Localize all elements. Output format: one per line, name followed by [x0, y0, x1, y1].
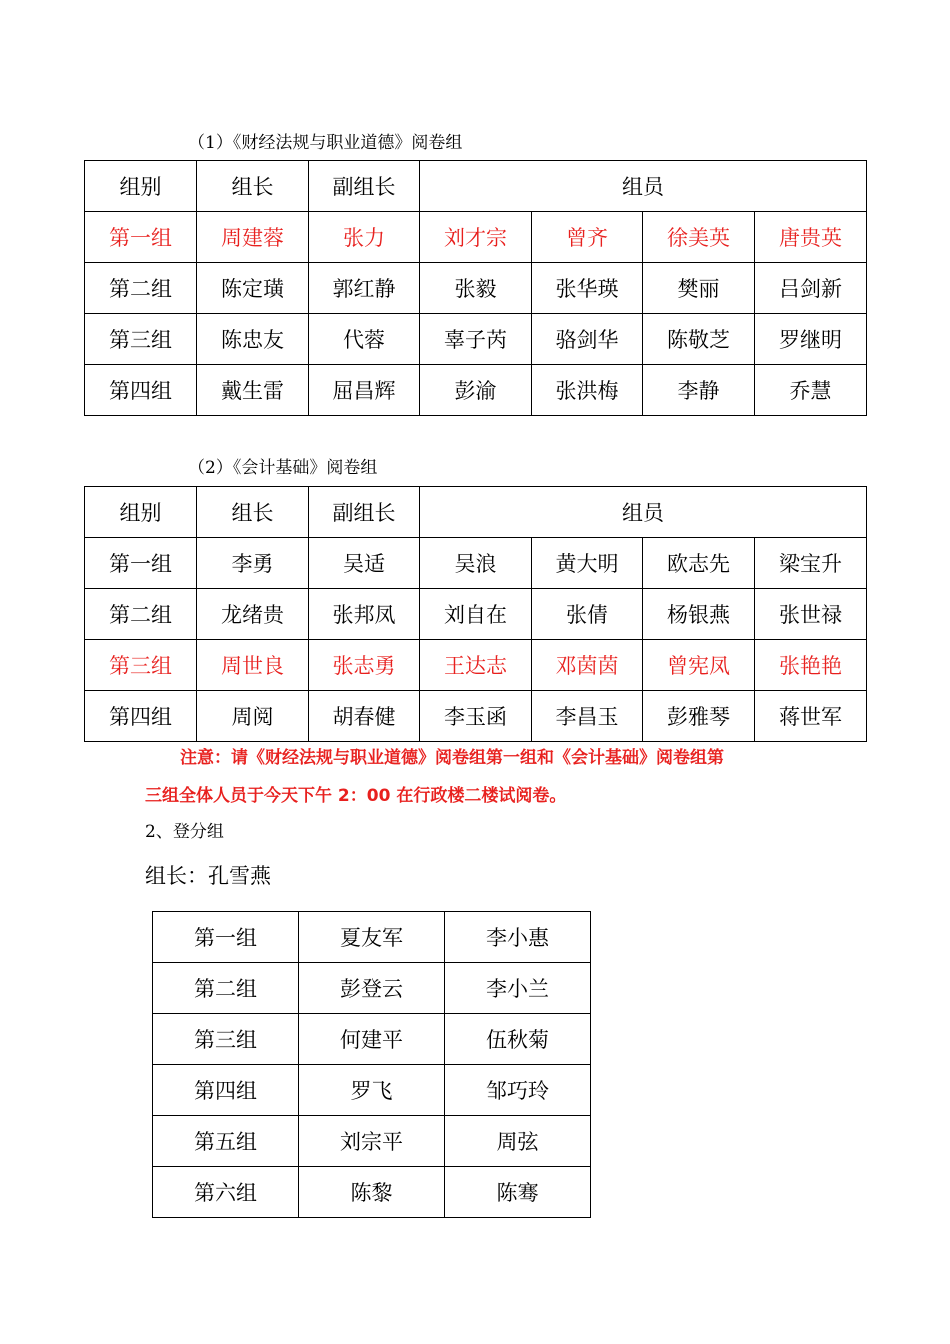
table-cell: 第三组	[85, 314, 197, 365]
table-cell: 周阅	[197, 691, 309, 742]
table-cell: 第一组	[85, 538, 197, 589]
table-cell: 樊丽	[643, 263, 755, 314]
table-cell: 陈敬芝	[643, 314, 755, 365]
table-cell: 吴浪	[420, 538, 532, 589]
table-cell: 罗继明	[755, 314, 867, 365]
table-cell: 胡春健	[309, 691, 420, 742]
table-cell: 陈黎	[299, 1167, 445, 1218]
table-cell: 第二组	[153, 963, 299, 1014]
table-cell: 李玉函	[420, 691, 532, 742]
table-cell: 张邦凤	[309, 589, 420, 640]
table-header-row	[85, 161, 867, 212]
table-cell: 第一组	[85, 212, 197, 263]
table-cell: 龙绪贵	[197, 589, 309, 640]
table-cell: 吕剑新	[755, 263, 867, 314]
table-cell: 刘宗平	[299, 1116, 445, 1167]
table-cell: 陈定璜	[197, 263, 309, 314]
table-cell: 张毅	[420, 263, 532, 314]
table-cell: 邓茵茵	[532, 640, 643, 691]
table-row	[85, 365, 867, 416]
table-cell: 第三组	[153, 1014, 299, 1065]
scoring-leader: 组长：孔雪燕	[145, 864, 271, 888]
table-cell: 屈昌辉	[309, 365, 420, 416]
table-cell: 张力	[309, 212, 420, 263]
table-cell: 李静	[643, 365, 755, 416]
table-cell: 张倩	[532, 589, 643, 640]
table-cell: 罗飞	[299, 1065, 445, 1116]
table-cell: 李小兰	[445, 963, 591, 1014]
table-row	[85, 212, 867, 263]
table-cell: 曾宪凤	[643, 640, 755, 691]
table-cell: 周建蓉	[197, 212, 309, 263]
header-leader: 组长	[197, 161, 309, 212]
table-cell: 李勇	[197, 538, 309, 589]
table-cell: 第二组	[85, 263, 197, 314]
scoring-group-table	[152, 911, 591, 1218]
table-cell: 彭登云	[299, 963, 445, 1014]
table-cell: 第五组	[153, 1116, 299, 1167]
table-cell: 陈骞	[445, 1167, 591, 1218]
table-cell: 乔慧	[755, 365, 867, 416]
table-cell: 张华瑛	[532, 263, 643, 314]
table-cell: 张洪梅	[532, 365, 643, 416]
table-cell: 吴适	[309, 538, 420, 589]
table-row	[85, 640, 867, 691]
table-cell: 梁宝升	[755, 538, 867, 589]
table-row	[85, 263, 867, 314]
table-cell: 张艳艳	[755, 640, 867, 691]
table-cell: 周世良	[197, 640, 309, 691]
table-row	[153, 912, 591, 963]
table-row	[85, 589, 867, 640]
notice-line-1: 注意：请《财经法规与职业道德》阅卷组第一组和《会计基础》阅卷组第	[180, 748, 724, 768]
table-row	[153, 1014, 591, 1065]
table-cell: 李小惠	[445, 912, 591, 963]
table-row	[153, 963, 591, 1014]
table-cell: 杨银燕	[643, 589, 755, 640]
table-cell: 第四组	[85, 365, 197, 416]
table-cell: 邹巧玲	[445, 1065, 591, 1116]
table-cell: 彭渝	[420, 365, 532, 416]
table-cell: 刘自在	[420, 589, 532, 640]
table-cell: 骆剑华	[532, 314, 643, 365]
table-cell: 欧志先	[643, 538, 755, 589]
header-leader: 组长	[197, 487, 309, 538]
header-group: 组别	[85, 487, 197, 538]
table-cell: 代蓉	[309, 314, 420, 365]
table-cell: 黄大明	[532, 538, 643, 589]
table-cell: 徐美英	[643, 212, 755, 263]
table-cell: 第四组	[85, 691, 197, 742]
header-members: 组员	[420, 487, 867, 538]
table-cell: 曾齐	[532, 212, 643, 263]
scoring-section-title: 2、登分组	[145, 822, 224, 842]
exam-group-table-regulations	[84, 160, 867, 416]
table1-title: （1）《财经法规与职业道德》阅卷组	[188, 133, 463, 153]
table-cell: 第二组	[85, 589, 197, 640]
table-row	[85, 538, 867, 589]
header-group: 组别	[85, 161, 197, 212]
table-row	[153, 1167, 591, 1218]
notice-line-2: 三组全体人员于今天下午 2：00 在行政楼二楼试阅卷。	[145, 786, 567, 806]
table-row	[85, 691, 867, 742]
table-cell: 李昌玉	[532, 691, 643, 742]
header-members: 组员	[420, 161, 867, 212]
table-cell: 第一组	[153, 912, 299, 963]
table-row	[85, 314, 867, 365]
table-cell: 第六组	[153, 1167, 299, 1218]
table-cell: 辜子芮	[420, 314, 532, 365]
table-cell: 第四组	[153, 1065, 299, 1116]
table-cell: 刘才宗	[420, 212, 532, 263]
table-row	[153, 1116, 591, 1167]
exam-group-table-accounting	[84, 486, 867, 742]
table2-title: （2）《会计基础》阅卷组	[188, 458, 378, 478]
header-deputy: 副组长	[309, 487, 420, 538]
table-cell: 第三组	[85, 640, 197, 691]
table-cell: 蒋世军	[755, 691, 867, 742]
table-row	[153, 1065, 591, 1116]
table-cell: 张世禄	[755, 589, 867, 640]
table-cell: 彭雅琴	[643, 691, 755, 742]
table-cell: 郭红静	[309, 263, 420, 314]
table-cell: 王达志	[420, 640, 532, 691]
table-cell: 周弦	[445, 1116, 591, 1167]
table-cell: 夏友军	[299, 912, 445, 963]
table-cell: 唐贵英	[755, 212, 867, 263]
table-cell: 张志勇	[309, 640, 420, 691]
table-cell: 何建平	[299, 1014, 445, 1065]
header-deputy: 副组长	[309, 161, 420, 212]
table-header-row	[85, 487, 867, 538]
table-cell: 陈忠友	[197, 314, 309, 365]
table-cell: 伍秋菊	[445, 1014, 591, 1065]
table-cell: 戴生雷	[197, 365, 309, 416]
